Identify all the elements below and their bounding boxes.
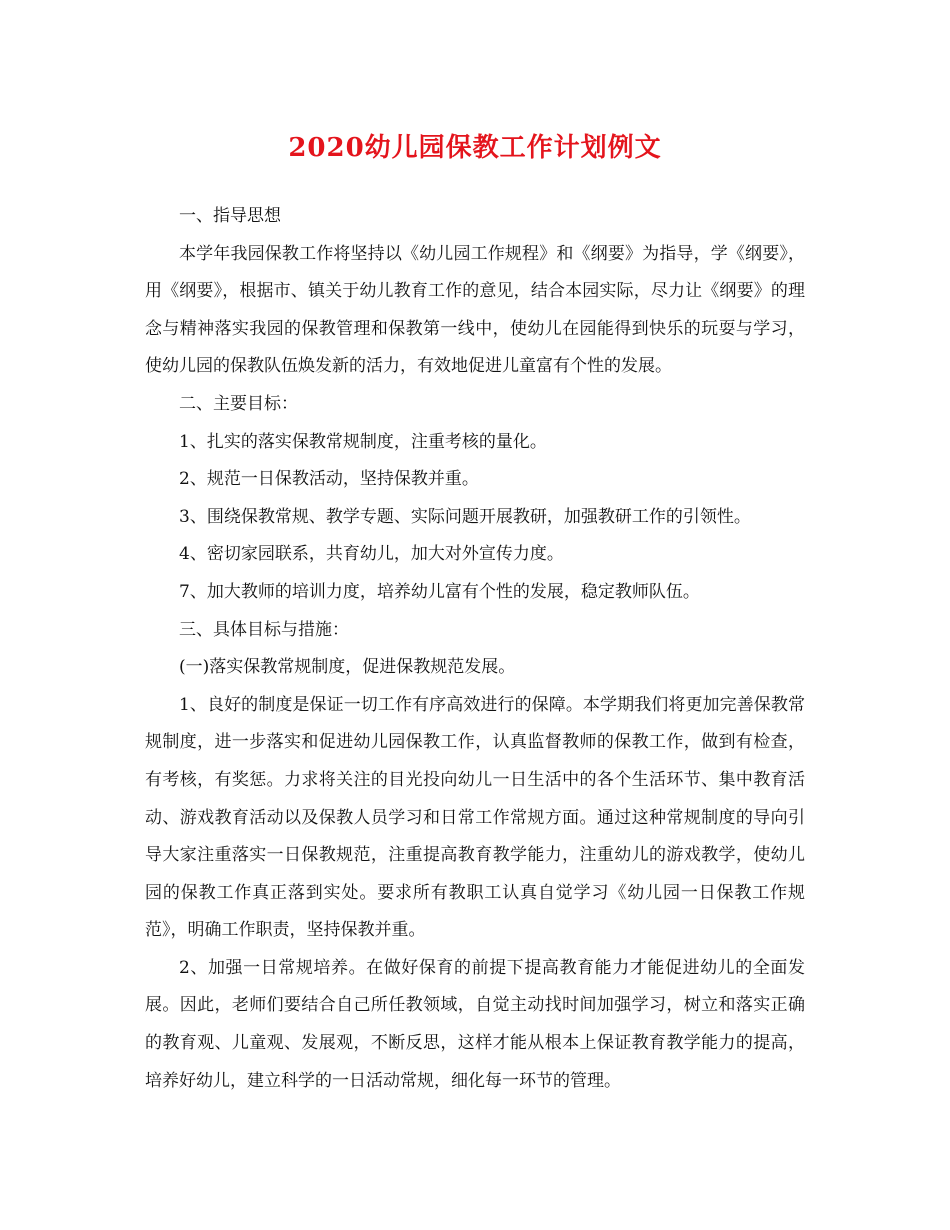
measure-paragraph-2: 2、加强一日常规培养。在做好保育的前提下提高教育能力才能促进幼儿的全面发展。因此，老师们要结合自己所任教领域，自觉主动找时间加强学习，树立和落实正确的教育观、儿童观、发展观，不断反思，这样才能从根本上保证教育教学能力的提高，培养好幼儿，建立科学的一日活动常规，细化每一环节的管理。	[145, 957, 805, 1091]
goal-item-4: 4、密切家园联系，共育幼儿，加大对外宣传力度。	[179, 544, 564, 565]
subsection-heading-1: (一)落实保教常规制度，促进保教规范发展。	[179, 657, 516, 678]
document-body	[145, 198, 805, 1100]
section-heading-measures: 三、具体目标与措施：	[179, 619, 349, 640]
paragraph-guiding-thought: 本学年我园保教工作将坚持以《幼儿园工作规程》和《纲要》为指导，学《纲要》，用《纲要》，根据市、镇关于幼儿教育工作的意见，结合本园实际，尽力让《纲要》的理念与精神落实我园的保教管理和保教第一线中，使幼儿在园能得到快乐的玩耍与学习，使幼儿园的保教队伍焕发新的活力，有效地促进儿童富有个性的发展。	[145, 243, 805, 377]
document-title: 2020幼儿园保教工作计划例文	[288, 133, 662, 163]
section-heading-guiding-thought: 一、指导思想	[179, 206, 281, 226]
measure-paragraph-1: 1、良好的制度是保证一切工作有序高效进行的保障。本学期我们将更加完善保教常规制度，进一步落实和促进幼儿园保教工作，认真监督教师的保教工作，做到有检查，有考核，有奖惩。力求将关注的目光投向幼儿一日生活中的各个生活环节、集中教育活动、游戏教育活动以及保教人员学习和日常工作常规方面。通过这种常规制度的导向引导大家注重落实一日保教规范，注重提高教育教学能力，注重幼儿的游戏教学，使幼儿园的保教工作真正落到实处。要求所有教职工认真自觉学习《幼儿园一日保教工作规范》，明确工作职责，坚持保教并重。	[145, 694, 805, 941]
goal-item-1: 1、扎实的落实保教常规制度，注重考核的量化。	[179, 431, 547, 452]
goal-item-3: 3、围绕保教常规、教学专题、实际问题开展教研，加强教研工作的引领性。	[179, 506, 751, 527]
section-heading-main-goals: 二、主要目标：	[179, 393, 298, 414]
goal-item-2: 2、规范一日保教活动，坚持保教并重。	[179, 469, 479, 490]
goal-item-7: 7、加大教师的培训力度，培养幼儿富有个性的发展，稳定教师队伍。	[179, 581, 700, 602]
